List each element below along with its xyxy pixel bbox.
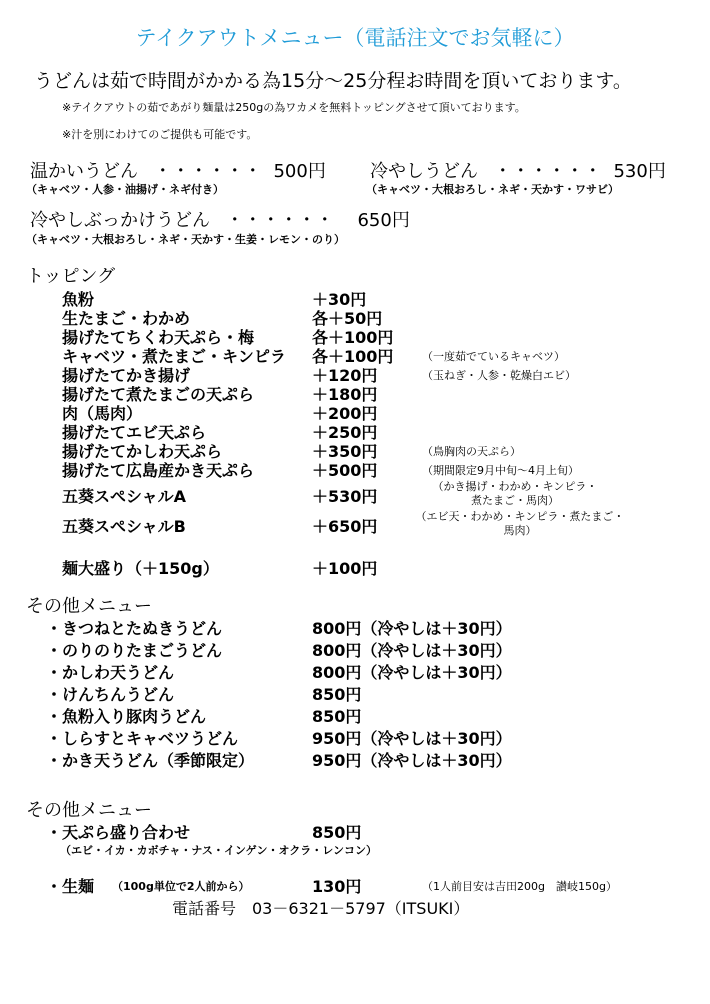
note-line: ※テイクアウトの茹であがり麺量は250gの為ワカメを無料トッピングさせて頂いております。 bbox=[62, 101, 526, 114]
other-item-name: ・のりのりたまごうどん bbox=[46, 641, 223, 660]
other-item-name: ・しらすとキャベツうどん bbox=[46, 729, 239, 748]
other-item-name: ・けんちんうどん bbox=[46, 685, 175, 704]
topping-price: ＋650円 bbox=[312, 517, 378, 536]
main-item-dots: ・・・・・・ bbox=[493, 161, 602, 182]
main-item-cold bbox=[370, 157, 666, 183]
noodles-name: ・生麺 bbox=[46, 877, 95, 896]
main-item-hot bbox=[30, 157, 326, 183]
topping-price: ＋530円 bbox=[312, 487, 378, 506]
other-item-price: 800円（冷やしは＋30円） bbox=[312, 619, 512, 638]
topping-note: （玉ねぎ・人参・乾燥白エビ） bbox=[422, 369, 576, 382]
topping-name: キャベツ・煮たまご・キンピラ bbox=[62, 347, 286, 366]
topping-name: 生たまご・わかめ bbox=[62, 309, 191, 328]
topping-name: 麺大盛り（＋150g） bbox=[62, 559, 219, 578]
topping-price: ＋120円 bbox=[312, 366, 378, 385]
toppings-heading: トッピング bbox=[26, 266, 116, 287]
topping-price: ＋100円 bbox=[312, 559, 378, 578]
topping-name: 揚げたてかき揚げ bbox=[62, 366, 191, 385]
topping-note: （かき揚げ・わかめ・キンピラ・ 煮たまご・馬肉） bbox=[432, 480, 598, 507]
main-item-name: 冷やしうどん bbox=[370, 161, 478, 182]
main-item-desc: （キャベツ・大根おろし・ネギ・天かす・ワサビ） bbox=[366, 183, 619, 196]
other-item-price: 950円（冷やしは＋30円） bbox=[312, 751, 512, 770]
main-item-desc: （キャベツ・大根おろし・ネギ・天かす・生姜・レモン・のり） bbox=[26, 233, 345, 246]
topping-price: 各＋100円 bbox=[312, 328, 394, 347]
topping-name: 揚げたてエビ天ぷら bbox=[62, 423, 207, 442]
main-item-price: 500円 bbox=[273, 161, 326, 182]
main-item-name: 冷やしぶっかけうどん bbox=[30, 210, 210, 231]
intro-text: うどんは茹で時間がかかる為15分～25分程お時間を頂いております。 bbox=[34, 70, 632, 92]
other-item-price: 800円（冷やしは＋30円） bbox=[312, 641, 512, 660]
other-item-name: ・かしわ天うどん bbox=[46, 663, 175, 682]
other-item-price: 950円（冷やしは＋30円） bbox=[312, 729, 512, 748]
topping-name: 揚げたて煮たまごの天ぷら bbox=[62, 385, 255, 404]
noodles-note: （1人前目安は吉田200g 讃岐150g） bbox=[422, 880, 617, 893]
tempura-price: 850円 bbox=[312, 823, 362, 842]
topping-price: 各＋100円 bbox=[312, 347, 394, 366]
topping-price: ＋180円 bbox=[312, 385, 378, 404]
topping-price: ＋30円 bbox=[312, 290, 367, 309]
tempura-desc: （エビ・イカ・カボチャ・ナス・インゲン・オクラ・レンコン） bbox=[60, 844, 377, 857]
topping-note: （期間限定9月中旬～4月上旬） bbox=[422, 464, 579, 477]
topping-price: ＋500円 bbox=[312, 461, 378, 480]
topping-note: （エビ天・わかめ・キンピラ・煮たまご・ 馬肉） bbox=[415, 510, 625, 537]
other-menu-heading: その他メニュー bbox=[26, 800, 152, 821]
topping-name: 肉（馬肉） bbox=[62, 404, 143, 423]
topping-name: 揚げたてかしわ天ぷら bbox=[62, 442, 223, 461]
topping-name: 五葵スペシャルA bbox=[62, 487, 187, 506]
tempura-name: ・天ぷら盛り合わせ bbox=[46, 823, 191, 842]
noodles-sub: （100g単位で2人前から） bbox=[112, 880, 250, 893]
other-item-price: 850円 bbox=[312, 685, 362, 704]
other-item-price: 800円（冷やしは＋30円） bbox=[312, 663, 512, 682]
main-item-price: 530円 bbox=[613, 161, 666, 182]
other-item-price: 850円 bbox=[312, 707, 362, 726]
noodles-price: 130円 bbox=[312, 877, 362, 896]
topping-name: 五葵スペシャルB bbox=[62, 517, 186, 536]
main-item-dots: ・・・・・・ bbox=[153, 161, 262, 182]
main-item-bukkake bbox=[30, 206, 410, 232]
topping-name: 魚粉 bbox=[62, 290, 95, 309]
other-item-name: ・かき天うどん（季節限定） bbox=[46, 751, 255, 770]
topping-price: 各＋50円 bbox=[312, 309, 383, 328]
other-item-name: ・きつねとたぬきうどん bbox=[46, 619, 223, 638]
note-line: ※汁を別にわけてのご提供も可能です。 bbox=[62, 128, 258, 141]
phone-number: 電話番号 03－6321－5797（ITSUKI） bbox=[172, 899, 470, 918]
topping-name: 揚げたてちくわ天ぷら・梅 bbox=[62, 328, 255, 347]
main-item-desc: （キャベツ・人参・油揚げ・ネギ付き） bbox=[26, 183, 224, 196]
topping-price: ＋250円 bbox=[312, 423, 378, 442]
topping-note: （鳥胸肉の天ぷら） bbox=[422, 445, 521, 458]
menu-title: テイクアウトメニュー（電話注文でお気軽に） bbox=[135, 26, 575, 50]
main-item-name: 温かいうどん bbox=[30, 161, 138, 182]
topping-note: （一度茹でているキャベツ） bbox=[422, 350, 565, 363]
topping-name: 揚げたて広島産かき天ぷら bbox=[62, 461, 255, 480]
other-menu-heading: その他メニュー bbox=[26, 596, 152, 617]
main-item-price: 650円 bbox=[357, 210, 410, 231]
main-item-dots: ・・・・・・ bbox=[225, 210, 334, 231]
other-item-name: ・魚粉入り豚肉うどん bbox=[46, 707, 207, 726]
topping-price: ＋200円 bbox=[312, 404, 378, 423]
topping-price: ＋350円 bbox=[312, 442, 378, 461]
